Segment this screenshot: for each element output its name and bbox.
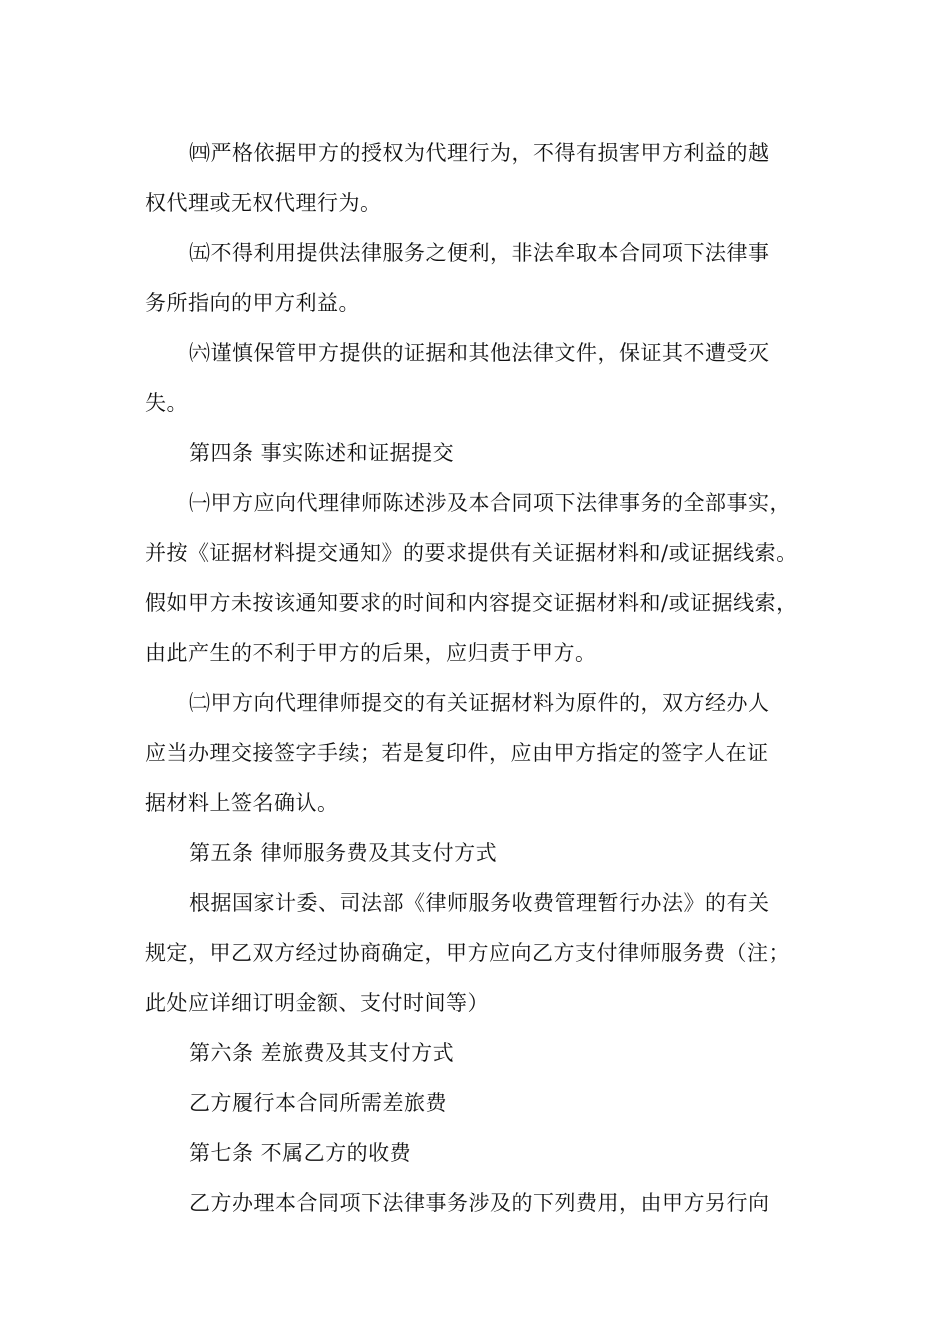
section-heading: 第六条 差旅费及其支付方式 [189,1041,455,1065]
paragraph-line: 规定，甲乙双方经过协商确定，甲方应向乙方支付律师服务费（注； [145,941,790,965]
paragraph-line: ㈡甲方向代理律师提交的有关证据材料为原件的，双方经办人 [189,691,770,715]
section-heading: 第四条 事实陈述和证据提交 [189,441,455,465]
paragraph-line: 乙方办理本合同项下法律事务涉及的下列费用，由甲方另行向 [189,1191,770,1215]
paragraph-line: 权代理或无权代理行为。 [145,191,382,215]
document-body [145,128,835,1228]
paragraph-line: 根据国家计委、司法部《律师服务收费管理暂行办法》的有关 [189,891,770,915]
paragraph-line: ㈥谨慎保管甲方提供的证据和其他法律文件，保证其不遭受灭 [189,341,770,365]
paragraph-line: 乙方履行本合同所需差旅费 [189,1091,447,1115]
paragraph-line: 此处应详细订明金额、支付时间等） [145,991,489,1015]
paragraph-line: ㈤不得利用提供法律服务之便利，非法牟取本合同项下法律事 [189,241,770,265]
paragraph-line: 应当办理交接签字手续；若是复印件，应由甲方指定的签字人在证 [145,741,769,765]
paragraph-line: 务所指向的甲方利益。 [145,291,360,315]
paragraph-line: ㈠甲方应向代理律师陈述涉及本合同项下法律事务的全部事实， [189,491,791,515]
paragraph-line: 假如甲方未按该通知要求的时间和内容提交证据材料和/或证据线索， [145,591,798,615]
paragraph-line: 并按《证据材料提交通知》的要求提供有关证据材料和/或证据线索。 [145,541,798,565]
section-heading: 第七条 不属乙方的收费 [189,1141,412,1165]
section-heading: 第五条 律师服务费及其支付方式 [189,841,498,865]
paragraph-line: 由此产生的不利于甲方的后果，应归责于甲方。 [145,641,597,665]
paragraph-line: 失。 [145,391,188,415]
paragraph-line: ㈣严格依据甲方的授权为代理行为，不得有损害甲方利益的越 [189,141,770,165]
paragraph-line: 据材料上签名确认。 [145,791,339,815]
